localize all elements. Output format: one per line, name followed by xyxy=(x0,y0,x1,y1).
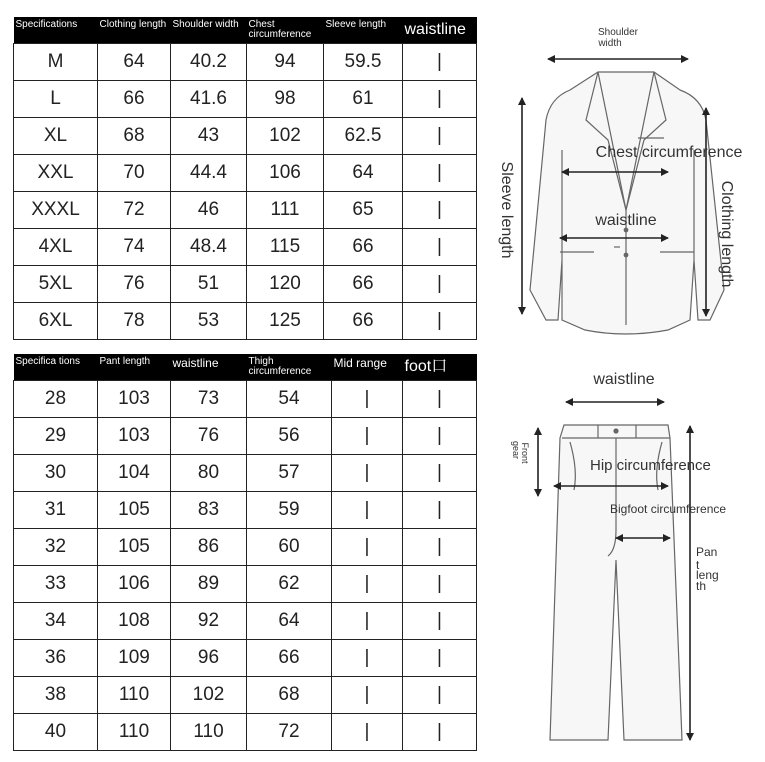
table-cell: | xyxy=(403,154,477,191)
table-cell: 92 xyxy=(171,602,247,639)
jacket-size-row xyxy=(14,228,477,265)
header-shoulder-width: Shoulder width xyxy=(171,17,247,43)
table-cell: | xyxy=(403,528,477,565)
table-cell: 94 xyxy=(247,43,324,80)
jacket-measurement-diagram xyxy=(490,20,765,340)
table-cell: 103 xyxy=(98,380,171,417)
jacket-size-row xyxy=(14,43,477,80)
pants-size-row xyxy=(14,454,477,491)
table-cell: | xyxy=(403,302,477,339)
table-cell: XL xyxy=(14,117,98,154)
header-waistline: waistline xyxy=(403,17,477,43)
table-cell: 72 xyxy=(98,191,171,228)
table-cell: 28 xyxy=(14,380,98,417)
table-cell: 70 xyxy=(98,154,171,191)
table-cell: 29 xyxy=(14,417,98,454)
jacket-size-row xyxy=(14,154,477,191)
table-cell: | xyxy=(332,454,403,491)
table-cell: | xyxy=(403,117,477,154)
table-cell: | xyxy=(332,565,403,602)
table-cell: 51 xyxy=(171,265,247,302)
table-cell: XXL xyxy=(14,154,98,191)
hip-circumference-label: Hip circumference xyxy=(590,457,711,474)
table-cell: | xyxy=(332,713,403,750)
pants-waistline-label: waistline xyxy=(593,371,655,388)
table-cell: 125 xyxy=(247,302,324,339)
table-cell: | xyxy=(332,639,403,676)
table-cell: | xyxy=(403,265,477,302)
table-cell: | xyxy=(403,491,477,528)
header-mid-range: Mid range xyxy=(332,354,403,380)
table-cell: | xyxy=(403,676,477,713)
jacket-size-row xyxy=(14,302,477,339)
pant-length-label-4: th xyxy=(696,579,707,593)
table-cell: 48.4 xyxy=(171,228,247,265)
table-cell: 62.5 xyxy=(324,117,403,154)
jacket-header-row xyxy=(14,17,477,43)
table-cell: 65 xyxy=(324,191,403,228)
pant-length-label-3: leng xyxy=(696,568,719,582)
table-cell: 104 xyxy=(98,454,171,491)
table-cell: 108 xyxy=(98,602,171,639)
table-cell: XXXL xyxy=(14,191,98,228)
pants-header-row xyxy=(14,354,477,380)
table-cell: 43 xyxy=(171,117,247,154)
table-cell: 64 xyxy=(324,154,403,191)
table-cell: | xyxy=(403,565,477,602)
table-cell: 40 xyxy=(14,713,98,750)
table-cell: 103 xyxy=(98,417,171,454)
table-cell: 33 xyxy=(14,565,98,602)
table-cell: 106 xyxy=(98,565,171,602)
shoulder-width-label: Shoulder xyxy=(597,27,639,38)
table-cell: 59.5 xyxy=(324,43,403,80)
pants-size-row xyxy=(14,528,477,565)
header-thigh-circumference: Thigh circumference xyxy=(247,354,332,380)
table-cell: 59 xyxy=(247,491,332,528)
table-cell: | xyxy=(403,43,477,80)
table-cell: | xyxy=(403,713,477,750)
table-cell: 46 xyxy=(171,191,247,228)
table-cell: 38 xyxy=(14,676,98,713)
table-cell: L xyxy=(14,80,98,117)
header-foot: foot口 xyxy=(403,354,477,380)
table-cell: | xyxy=(403,228,477,265)
clothing-length-label: Clothing length xyxy=(718,180,735,288)
table-cell: 61 xyxy=(324,80,403,117)
table-cell: 72 xyxy=(247,713,332,750)
table-cell: 78 xyxy=(98,302,171,339)
front-gear-label-line2: gear xyxy=(511,440,521,460)
table-cell: 6XL xyxy=(14,302,98,339)
table-cell: 4XL xyxy=(14,228,98,265)
table-cell: 54 xyxy=(247,380,332,417)
pants-size-row xyxy=(14,602,477,639)
table-cell: | xyxy=(332,380,403,417)
header-specifications: Specifica tions xyxy=(14,354,98,380)
table-cell: 102 xyxy=(171,676,247,713)
table-cell: 62 xyxy=(247,565,332,602)
table-cell: | xyxy=(332,528,403,565)
table-cell: 66 xyxy=(247,639,332,676)
pants-size-row xyxy=(14,639,477,676)
header-specifications: Specifications xyxy=(14,17,98,43)
table-cell: | xyxy=(403,454,477,491)
jacket-size-row xyxy=(14,265,477,302)
table-cell: 66 xyxy=(98,80,171,117)
header-pant-length: Pant length xyxy=(98,354,171,380)
table-cell: 57 xyxy=(247,454,332,491)
table-cell: 34 xyxy=(14,602,98,639)
table-cell: 76 xyxy=(171,417,247,454)
pants-size-table xyxy=(13,354,477,751)
table-cell: 53 xyxy=(171,302,247,339)
table-cell: 105 xyxy=(98,491,171,528)
jacket-waistline-label: waistline xyxy=(595,212,657,229)
table-cell: 60 xyxy=(247,528,332,565)
header-sleeve-length: Sleeve length xyxy=(324,17,403,43)
shoulder-width-label-line2: width xyxy=(598,38,622,49)
pants-measurement-diagram xyxy=(490,360,765,750)
table-cell: 32 xyxy=(14,528,98,565)
pants-size-row xyxy=(14,565,477,602)
pants-table-body xyxy=(14,380,477,750)
table-cell: 74 xyxy=(98,228,171,265)
pants-size-row xyxy=(14,380,477,417)
table-cell: 109 xyxy=(98,639,171,676)
table-cell: 44.4 xyxy=(171,154,247,191)
jacket-size-table xyxy=(13,17,477,340)
pants-size-row xyxy=(14,676,477,713)
table-cell: 41.6 xyxy=(171,80,247,117)
sleeve-length-label: Sleeve length xyxy=(498,161,515,259)
table-cell: | xyxy=(403,380,477,417)
table-cell: 56 xyxy=(247,417,332,454)
table-cell: 96 xyxy=(171,639,247,676)
table-cell: | xyxy=(403,639,477,676)
table-cell: 102 xyxy=(247,117,324,154)
table-cell: 66 xyxy=(324,302,403,339)
front-gear-label: Front xyxy=(520,442,530,464)
table-cell: 68 xyxy=(98,117,171,154)
table-cell: 5XL xyxy=(14,265,98,302)
jacket-size-row xyxy=(14,191,477,228)
jacket-drawing xyxy=(530,72,724,334)
jacket-size-row xyxy=(14,80,477,117)
table-cell: 73 xyxy=(171,380,247,417)
header-clothing-length: Clothing length xyxy=(98,17,171,43)
bigfoot-circumference-label: Bigfoot circumference xyxy=(610,502,727,516)
table-cell: | xyxy=(403,191,477,228)
table-cell: 111 xyxy=(247,191,324,228)
table-cell: 98 xyxy=(247,80,324,117)
table-cell: 66 xyxy=(324,228,403,265)
table-cell: 66 xyxy=(324,265,403,302)
table-cell: 110 xyxy=(98,676,171,713)
jacket-size-row xyxy=(14,117,477,154)
table-cell: 68 xyxy=(247,676,332,713)
pants-size-row xyxy=(14,713,477,750)
table-cell: 89 xyxy=(171,565,247,602)
table-cell: 106 xyxy=(247,154,324,191)
table-cell: 105 xyxy=(98,528,171,565)
table-cell: 83 xyxy=(171,491,247,528)
table-cell: | xyxy=(403,80,477,117)
table-cell: 36 xyxy=(14,639,98,676)
table-cell: 31 xyxy=(14,491,98,528)
chest-circumference-label: Chest circumference xyxy=(595,144,743,161)
table-cell: | xyxy=(332,602,403,639)
table-cell: 64 xyxy=(98,43,171,80)
table-cell: 64 xyxy=(247,602,332,639)
table-cell: 40.2 xyxy=(171,43,247,80)
table-cell: 110 xyxy=(98,713,171,750)
pants-size-row xyxy=(14,491,477,528)
table-cell: | xyxy=(332,491,403,528)
table-cell: 86 xyxy=(171,528,247,565)
table-cell: | xyxy=(403,417,477,454)
header-chest-circumference: Chest circumference xyxy=(247,17,324,43)
table-cell: M xyxy=(14,43,98,80)
pant-length-label-1: Pan xyxy=(696,545,718,559)
pant-length-label-2: t xyxy=(696,558,700,572)
pants-size-row xyxy=(14,417,477,454)
table-cell: | xyxy=(403,602,477,639)
header-waistline: waistline xyxy=(171,354,247,380)
table-cell: 120 xyxy=(247,265,324,302)
table-cell: 110 xyxy=(171,713,247,750)
table-cell: 76 xyxy=(98,265,171,302)
table-cell: 30 xyxy=(14,454,98,491)
table-cell: | xyxy=(332,417,403,454)
table-cell: | xyxy=(332,676,403,713)
table-cell: 115 xyxy=(247,228,324,265)
jacket-table-body xyxy=(14,43,477,339)
table-cell: 80 xyxy=(171,454,247,491)
